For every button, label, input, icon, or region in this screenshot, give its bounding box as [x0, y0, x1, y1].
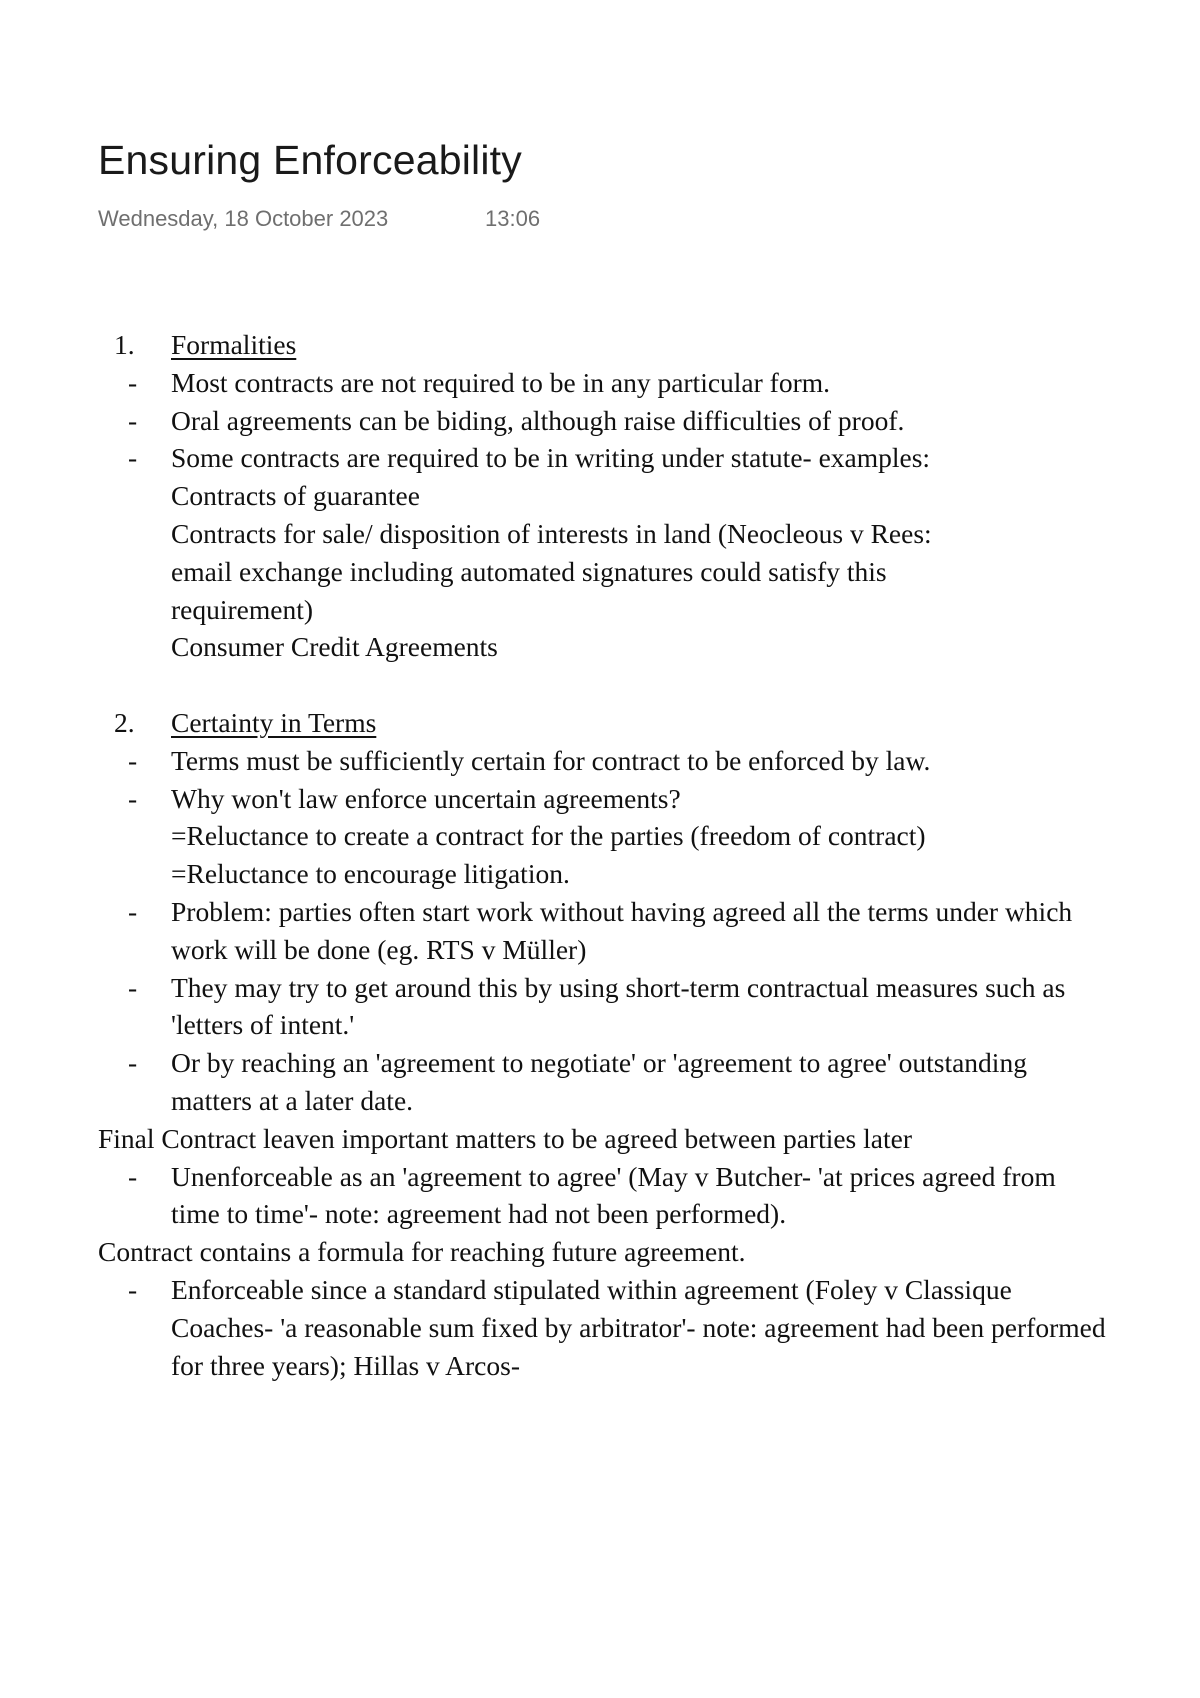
section-heading-certainty — [98, 704, 1108, 742]
reason-text: =Reluctance to encourage litigation. — [171, 858, 570, 890]
bullet-dash: - — [128, 404, 138, 436]
list-item — [98, 364, 1108, 402]
reason-text: =Reluctance to create a contract for the parties (freedom of contract) — [171, 820, 926, 852]
example-line — [98, 628, 1108, 666]
note-body — [98, 326, 1108, 1384]
list-number: 2. — [114, 706, 135, 738]
list-item — [98, 402, 1108, 440]
page-title: Ensuring Enforceability — [98, 137, 522, 183]
list-item-text: Some contracts are required to be in writing under statute- examples: — [171, 442, 931, 474]
bullet-dash: - — [128, 442, 138, 474]
list-item — [98, 439, 1108, 477]
bullet-dash: - — [128, 895, 138, 927]
list-item — [98, 780, 1108, 818]
bullet-dash: - — [128, 744, 138, 776]
note-date: Wednesday, 18 October 2023 — [98, 206, 389, 231]
example-line — [98, 477, 1108, 515]
paragraph-text: Final Contract leaven important matters to be agreed between parties later — [98, 1122, 912, 1154]
list-item — [98, 969, 1108, 1045]
note-metadata — [98, 206, 541, 232]
example-text: Contracts for sale/ disposition of interests in land (Neocleous v Rees: email exchange including automated signatures could satisfy this requirement) — [171, 517, 932, 625]
list-item-text: Most contracts are not required to be in any particular form. — [171, 366, 831, 398]
list-item-text: Terms must be sufficiently certain for contract to be enforced by law. — [171, 744, 931, 776]
list-item-text: Why won't law enforce uncertain agreements? — [171, 782, 681, 814]
paragraph-final-contract — [98, 1120, 1108, 1158]
list-item-text: Enforceable since a standard stipulated within agreement (Foley v Classique Coaches- 'a reasonable sum fixed by arbitrator'- note: agreement had been performed for three years); Hillas v Arcos- — [171, 1273, 1106, 1381]
list-item-text: Unenforceable as an 'agreement to agree' (May v Butcher- 'at prices agreed from time to time'- note: agreement had not been performed). — [171, 1160, 1056, 1230]
bullet-dash: - — [128, 1047, 138, 1079]
reason-line — [98, 817, 1108, 855]
bullet-dash: - — [128, 782, 138, 814]
example-text: Contracts of guarantee — [171, 480, 420, 512]
list-item — [98, 742, 1108, 780]
list-item-text: Problem: parties often start work without having agreed all the terms under which work will be done (eg. RTS v Müller) — [171, 895, 1073, 965]
reason-line — [98, 855, 1108, 893]
list-item — [98, 893, 1108, 969]
list-item-text: They may try to get around this by using short-term contractual measures such as 'letters of intent.' — [171, 971, 1066, 1041]
paragraph-text: Contract contains a formula for reaching future agreement. — [98, 1236, 746, 1268]
paragraph-formula-contract — [98, 1233, 1108, 1271]
bullet-dash: - — [128, 971, 138, 1003]
section-heading-formalities — [98, 326, 1108, 364]
paragraph-gap — [98, 666, 1108, 704]
example-line — [98, 515, 1108, 628]
bullet-dash: - — [128, 1273, 138, 1305]
list-item-text: Or by reaching an 'agreement to negotiate' or 'agreement to agree' outstanding matters at a later date. — [171, 1047, 1027, 1116]
section-heading-text: Certainty in Terms — [171, 706, 377, 738]
list-item — [98, 1158, 1108, 1234]
bullet-dash: - — [128, 366, 138, 398]
section-heading-text: Formalities — [171, 329, 297, 360]
list-item — [98, 1044, 1108, 1120]
note-time: 13:06 — [485, 206, 541, 231]
list-number: 1. — [114, 329, 135, 360]
list-item — [98, 1271, 1108, 1384]
bullet-dash: - — [128, 1160, 138, 1192]
list-item-text: Oral agreements can be biding, although raise difficulties of proof. — [171, 404, 905, 436]
example-text: Consumer Credit Agreements — [171, 631, 498, 663]
